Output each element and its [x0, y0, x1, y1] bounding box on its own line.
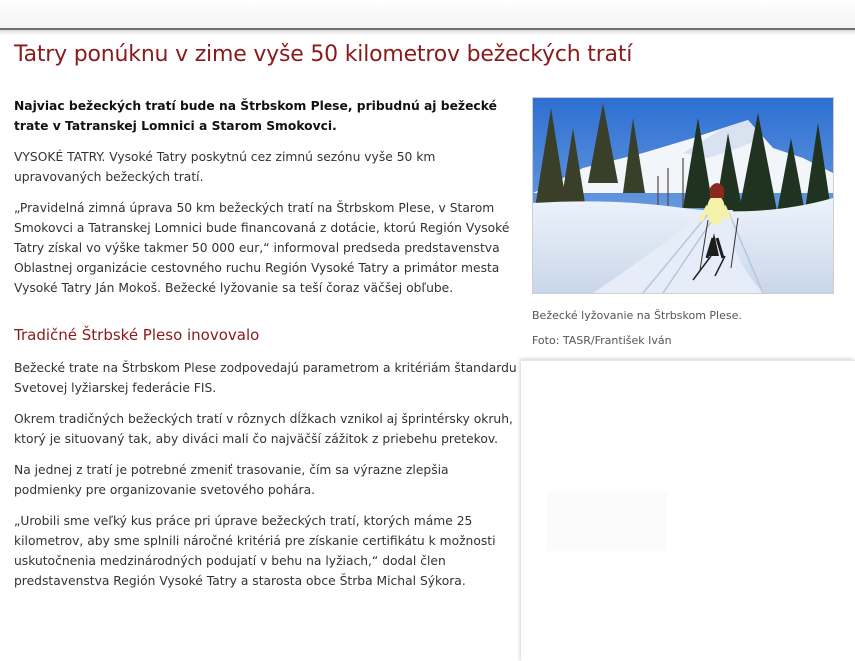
top-bar	[0, 0, 855, 30]
article-photo[interactable]	[532, 97, 834, 294]
article-paragraph: Na jednej z tratí je potrebné zmeniť trasovanie, čím sa výrazne zlepšia podmienky pre organizovanie svetového pohára.	[14, 463, 449, 497]
sidebar-box	[521, 360, 855, 661]
article-subheading: Tradičné Štrbské Pleso inovovalo	[14, 326, 260, 344]
photo-credit: Foto: TASR/František Iván	[532, 334, 672, 347]
article-body	[14, 96, 519, 602]
article-paragraph: „Pravidelná zimná úprava 50 km bežeckých tratí na Štrbskom Plese, v Starom Smokovci a Tatranskej Lomnici bude financovaná z dotácie, ktorú Región Vysoké Tatry získal vo výške takmer 50 000 eur,“ informoval predseda predstavenstva Oblastnej organizácie cestovného ruchu Región Vysoké Tatry a primátor mesta Vysoké Tatry Ján Mokoš. Bežecké lyžovanie sa teší čoraz väčšej obľube.	[14, 201, 510, 295]
photo-caption: Bežecké lyžovanie na Štrbskom Plese.	[532, 309, 742, 322]
sidebar-placeholder	[547, 491, 667, 551]
photo-caption-block	[532, 303, 832, 353]
article-paragraph: VYSOKÉ TATRY. Vysoké Tatry poskytnú cez zimnú sezónu vyše 50 km upravovaných bežeckých tratí.	[14, 150, 436, 184]
article-headline: Tatry ponúknu v zime vyše 50 kilometrov bežeckých tratí	[14, 42, 633, 67]
article-paragraph: Bežecké trate na Štrbskom Plese zodpovedajú parametrom a kritériám štandardu Svetovej lyžiarskej federácie FIS.	[14, 361, 517, 395]
article-lead: Najviac bežeckých tratí bude na Štrbskom Plese, pribudnú aj bežecké trate v Tatranskej Lomnici a Starom Smokovci.	[14, 99, 497, 133]
article-paragraph: „Urobili sme veľký kus práce pri úprave bežeckých tratí, ktorých máme 25 kilometrov, aby sme splnili náročné kritériá pre získanie certifikátu k možnosti uskutočnenia medzinárodných podujatí v behu na lyžiach,“ dodal člen predstavenstva Región Vysoké Tatry a starosta obce Štrba Michal Sýkora.	[14, 514, 496, 588]
top-bar-shadow	[0, 30, 855, 35]
ski-photo-illustration	[533, 98, 833, 293]
article-paragraph: Okrem tradičných bežeckých tratí v rôznych dĺžkach vznikol aj šprintérsky okruh, ktorý je situovaný tak, aby diváci mali čo najväčší zážitok z priebehu pretekov.	[14, 412, 513, 446]
